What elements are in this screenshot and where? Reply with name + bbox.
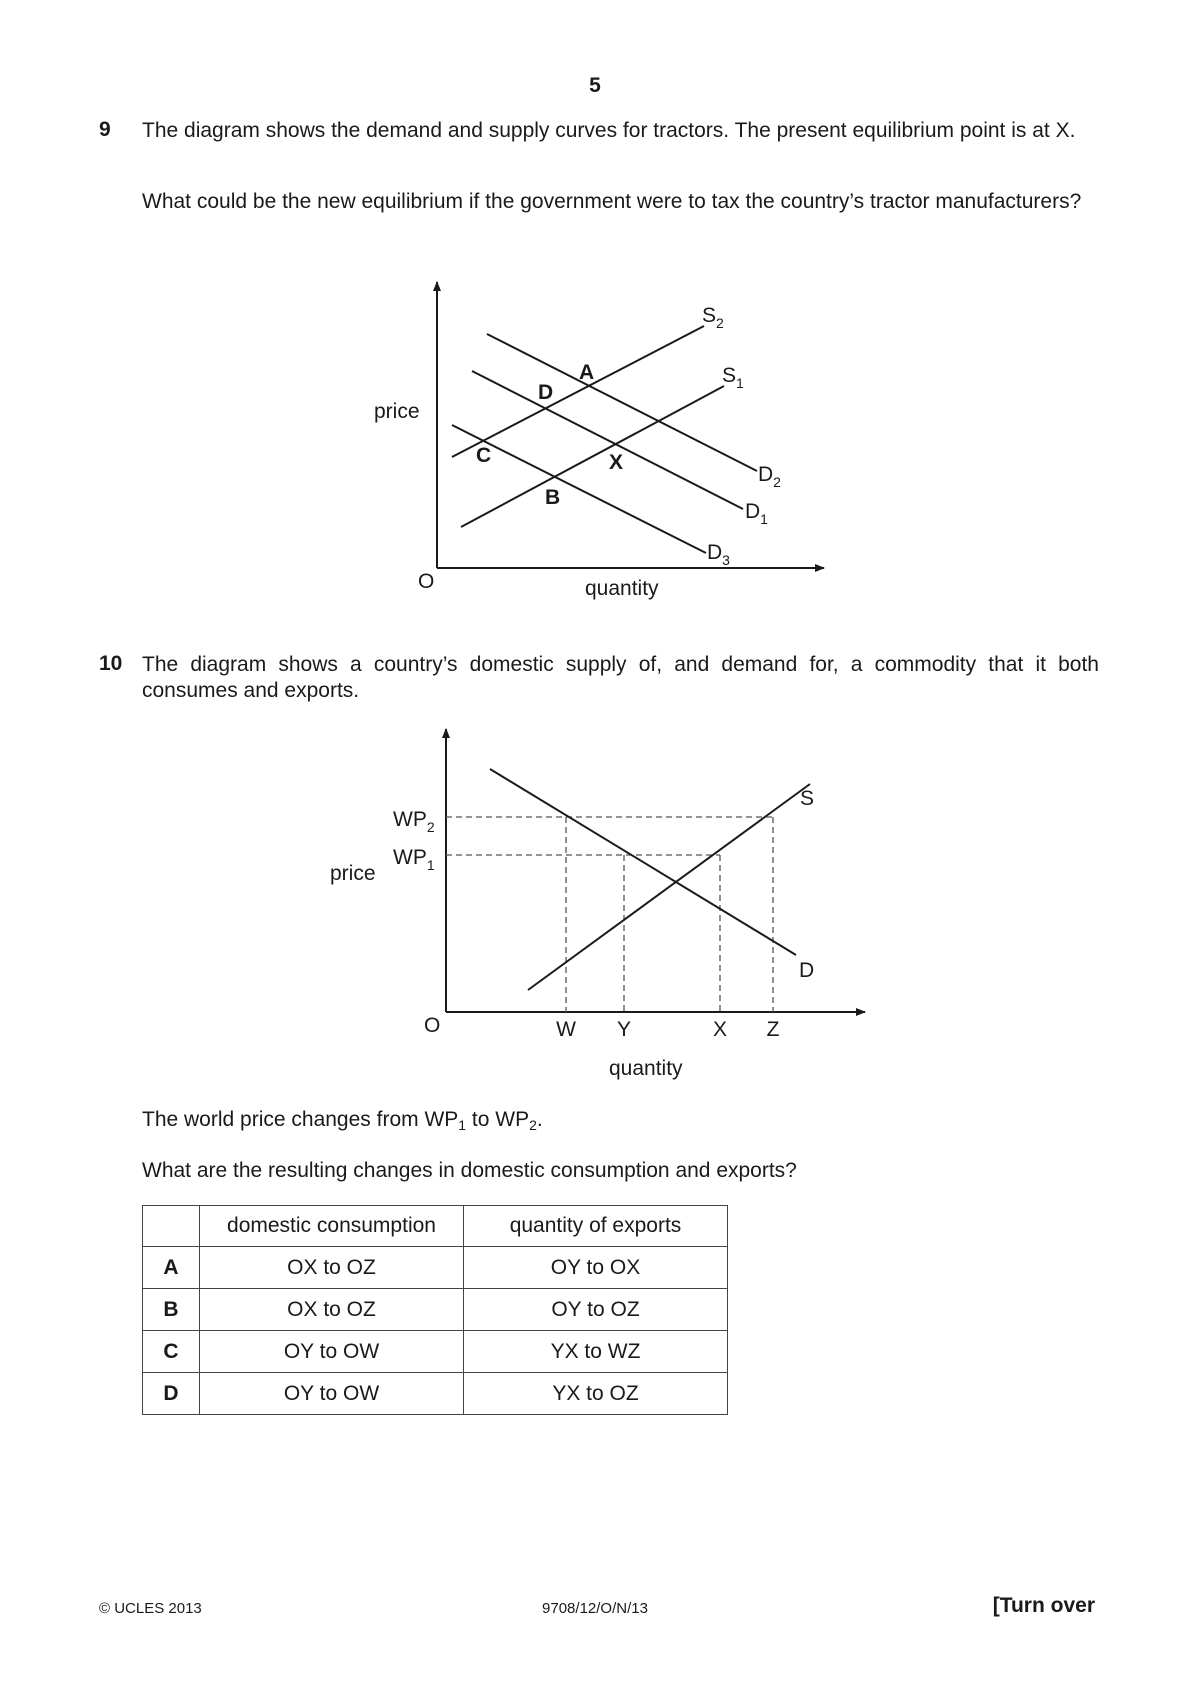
option-exports: OY to OX bbox=[464, 1247, 728, 1289]
q10-tick-w: W bbox=[556, 1018, 576, 1041]
q9-x-axis-label: quantity bbox=[585, 577, 659, 600]
q10-tick-y: Y bbox=[616, 1018, 632, 1041]
q9-d2-label: $D_2$ bbox=[758, 463, 781, 490]
answer-table bbox=[142, 1205, 728, 1415]
q9-y-axis-label: price bbox=[374, 400, 420, 423]
q9-point-x: X bbox=[609, 451, 624, 474]
option-key: A bbox=[143, 1247, 200, 1289]
q10-supply-curve bbox=[528, 784, 810, 990]
question-10-world-price: The world price changes from $WP_1$ to $WP_2$. bbox=[142, 1108, 543, 1133]
q9-point-c: C bbox=[476, 444, 492, 467]
answer-row-c[interactable] bbox=[143, 1331, 728, 1373]
q10-origin-label: O bbox=[424, 1014, 441, 1037]
q10-tick-x: X bbox=[712, 1018, 728, 1041]
q9-origin-label: O bbox=[418, 570, 435, 593]
q9-s2-label: $S_2$ bbox=[702, 304, 724, 331]
q9-s1-label: $S_1$ bbox=[722, 364, 744, 391]
option-key: C bbox=[143, 1331, 200, 1373]
header-domestic-consumption: domestic consumption bbox=[200, 1206, 464, 1247]
answer-row-a[interactable] bbox=[143, 1247, 728, 1289]
q10-x-axis-label: quantity bbox=[609, 1057, 683, 1080]
q9-d1-label: $D_1$ bbox=[745, 500, 768, 527]
option-key: D bbox=[143, 1373, 200, 1415]
answer-row-b[interactable] bbox=[143, 1289, 728, 1331]
q10-demand-label: D bbox=[799, 959, 815, 982]
option-consumption: OX to OZ bbox=[200, 1289, 464, 1331]
option-exports: YX to OZ bbox=[464, 1373, 728, 1415]
q10-wp2-label: $WP_2$ bbox=[393, 808, 435, 835]
q9-point-b: B bbox=[545, 486, 561, 509]
q9-point-d: D bbox=[538, 381, 554, 404]
option-exports: YX to WZ bbox=[464, 1331, 728, 1373]
page-number: 5 bbox=[589, 74, 601, 97]
answer-row-d[interactable] bbox=[143, 1373, 728, 1415]
question-10-text: The diagram shows a country’s domestic supply of, and demand for, a commodity that it both consumes and exports. bbox=[142, 653, 1099, 702]
question-10-prompt: What are the resulting changes in domestic consumption and exports? bbox=[142, 1159, 797, 1182]
q10-supply-label: S bbox=[800, 787, 815, 810]
answer-table-header bbox=[143, 1206, 728, 1247]
footer-paper-code: 9708/12/O/N/13 bbox=[542, 1600, 648, 1617]
question-9-text: The diagram shows the demand and supply curves for tractors. The present equilibrium point is at X. bbox=[142, 119, 1076, 142]
q10-tick-z: Z bbox=[766, 1018, 780, 1041]
option-consumption: OX to OZ bbox=[200, 1247, 464, 1289]
option-key: B bbox=[143, 1289, 200, 1331]
header-quantity-of-exports: quantity of exports bbox=[464, 1206, 728, 1247]
option-exports: OY to OZ bbox=[464, 1289, 728, 1331]
footer-turn-over: [Turn over bbox=[992, 1594, 1095, 1617]
question-10-number: 10 bbox=[99, 652, 123, 675]
footer-copyright: © UCLES 2013 bbox=[99, 1600, 202, 1617]
question-9-prompt: What could be the new equilibrium if the government were to tax the country’s tractor manufacturers? bbox=[142, 190, 1082, 213]
q9-point-a: A bbox=[579, 361, 595, 384]
q10-wp1-label: $WP_1$ bbox=[393, 846, 435, 873]
option-consumption: OY to OW bbox=[200, 1331, 464, 1373]
question-9-number: 9 bbox=[99, 118, 111, 141]
option-consumption: OY to OW bbox=[200, 1373, 464, 1415]
answer-table-corner bbox=[143, 1206, 200, 1247]
q10-y-axis-label: price bbox=[330, 862, 376, 885]
q10-demand-curve bbox=[490, 769, 796, 955]
q9-d3-label: $D_3$ bbox=[707, 541, 730, 568]
